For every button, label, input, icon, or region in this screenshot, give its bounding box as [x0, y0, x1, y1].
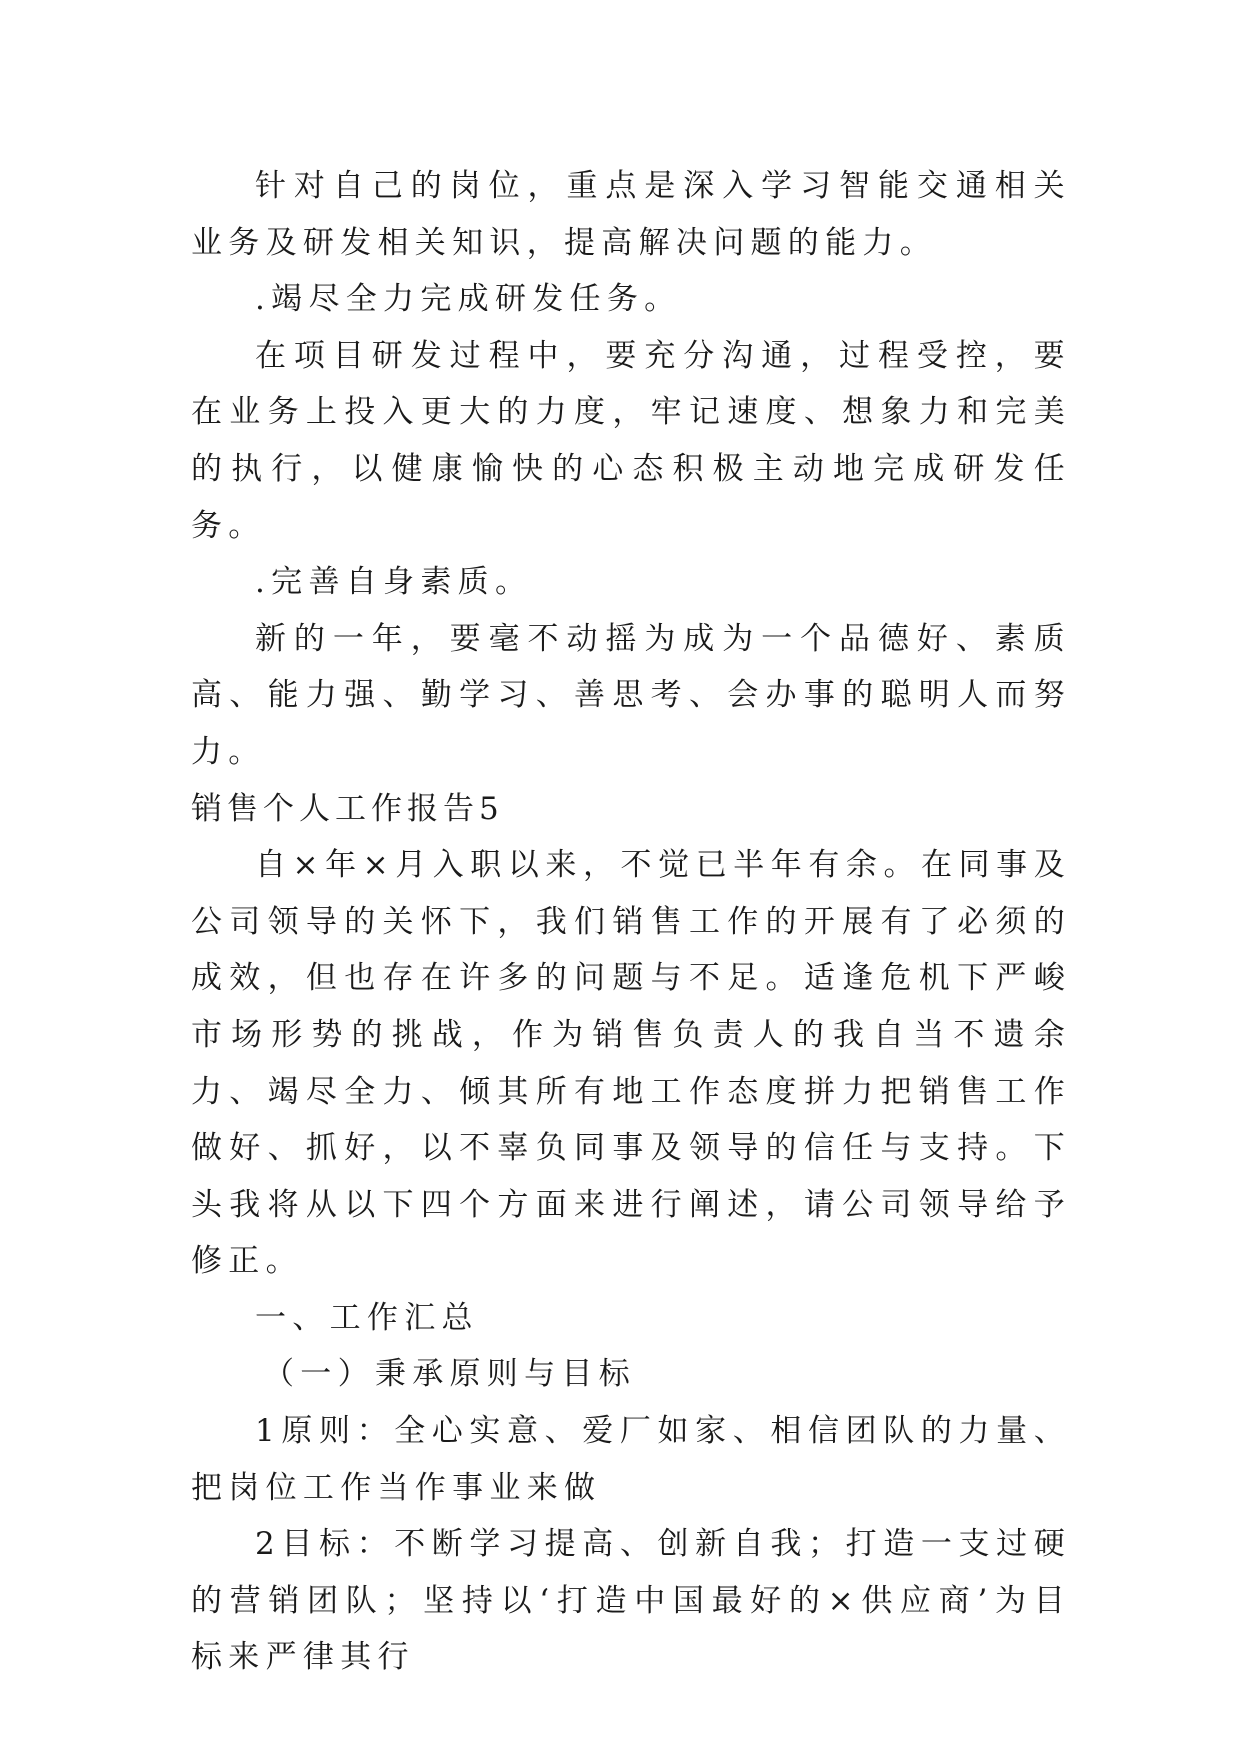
- paragraph-goal: 2目标：不断学习提高、创新自我；打造一支过硬的营销团队；坚持以‘打造中国最好的×供应商’为目标来严律其行: [191, 1526, 1071, 1676]
- paragraph-job-focus: 针对自己的岗位，重点是深入学习智能交通相关业务及研发相关知识，提高解决问题的能力。: [191, 168, 1071, 261]
- paragraph-work-summary-heading: 一、工作汇总: [255, 1299, 479, 1336]
- document-body: [191, 158, 1071, 1686]
- paragraph-principle: 1原则：全心实意、爱厂如家、相信团队的力量、把岗位工作当作事业来做: [191, 1413, 1071, 1506]
- paragraph-rd-task-heading: .竭尽全力完成研发任务。: [255, 281, 682, 318]
- section-title: 销售个人工作报告5: [191, 790, 504, 827]
- paragraph-principles-heading: （一）秉承原则与目标: [263, 1356, 636, 1393]
- paragraph-rd-process: 在项目研发过程中，要充分沟通，过程受控，要在业务上投入更大的力度，牢记速度、想象力和完美的执行，以健康愉快的心态积极主动地完成研发任务。: [191, 337, 1071, 544]
- paragraph-new-year: 新的一年，要毫不动摇为成为一个品德好、素质高、能力强、勤学习、善思考、会办事的聪明人而努力。: [191, 620, 1071, 770]
- paragraph-self-quality-heading: .完善自身素质。: [255, 564, 533, 601]
- paragraph-intro: 自×年×月入职以来，不觉已半年有余。在同事及公司领导的关怀下，我们销售工作的开展有了必须的成效，但也存在许多的问题与不足。适逢危机下严峻市场形势的挑战，作为销售负责人的我自当不遗余力、竭尽全力、倾其所有地工作态度拼力把销售工作做好、抓好，以不辜负同事及领导的信任与支持。下头我将从以下四个方面来进行阐述，请公司领导给予修正。: [191, 847, 1071, 1280]
